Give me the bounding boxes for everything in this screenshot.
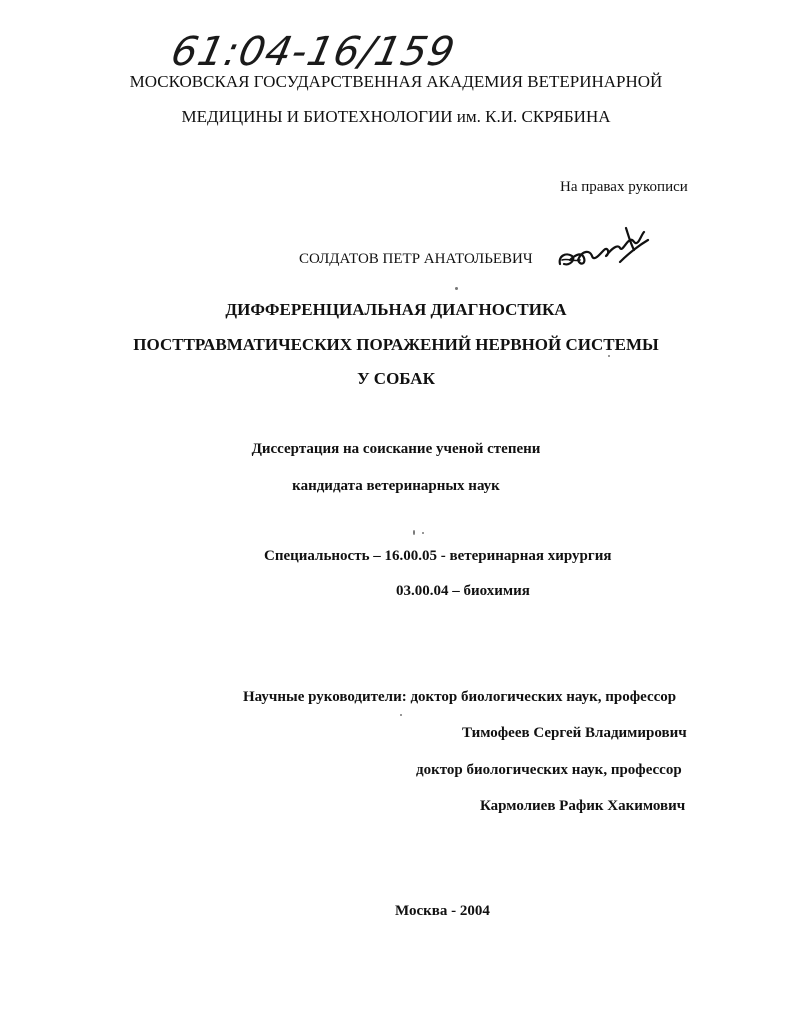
supervisor-2-degree: доктор биологических наук, профессор — [416, 762, 682, 778]
thesis-title-line-3: У СОБАК — [357, 369, 435, 388]
thesis-title-line-2: ПОСТТРАВМАТИЧЕСКИХ ПОРАЖЕНИЙ НЕРВНОЙ СИСТЕМЫ — [133, 335, 659, 354]
supervisor-2-name: Кармолиев Рафик Хакимович — [480, 798, 686, 814]
academy-name-line-2: МЕДИЦИНЫ И БИОТЕХНОЛОГИИ им. К.И. СКРЯБИНА — [181, 107, 611, 126]
supervisor-1-name: Тимофеев Сергей Владимирович — [462, 725, 687, 741]
scan-speck — [400, 714, 402, 716]
scan-speck — [422, 532, 424, 534]
thesis-title-line-1: ДИФФЕРЕНЦИАЛЬНАЯ ДИАГНОСТИКА — [225, 300, 567, 319]
archive-number-handwritten: 61:04-16/159 — [167, 29, 460, 75]
specialty-line-1: Специальность – 16.00.05 - ветеринарная хирургия — [264, 548, 612, 564]
specialty-line-2: 03.00.04 – биохимия — [396, 583, 530, 599]
author-signature — [556, 220, 652, 278]
supervisors-line-1: Научные руководители: доктор биологических наук, профессор — [243, 689, 677, 705]
rights-note: На правах рукописи — [560, 179, 688, 195]
dissertation-degree-line-1: Диссертация на соискание ученой степени — [251, 441, 541, 457]
scan-speck — [608, 355, 610, 357]
scan-speck — [413, 530, 415, 535]
academy-name-line-1: МОСКОВСКАЯ ГОСУДАРСТВЕННАЯ АКАДЕМИЯ ВЕТЕРИНАРНОЙ — [129, 72, 663, 91]
scan-speck — [455, 287, 458, 290]
author-name: СОЛДАТОВ ПЕТР АНАТОЛЬЕВИЧ — [299, 251, 533, 267]
dissertation-degree-line-2: кандидата ветеринарных наук — [292, 478, 500, 494]
city-year: Москва - 2004 — [395, 903, 490, 919]
